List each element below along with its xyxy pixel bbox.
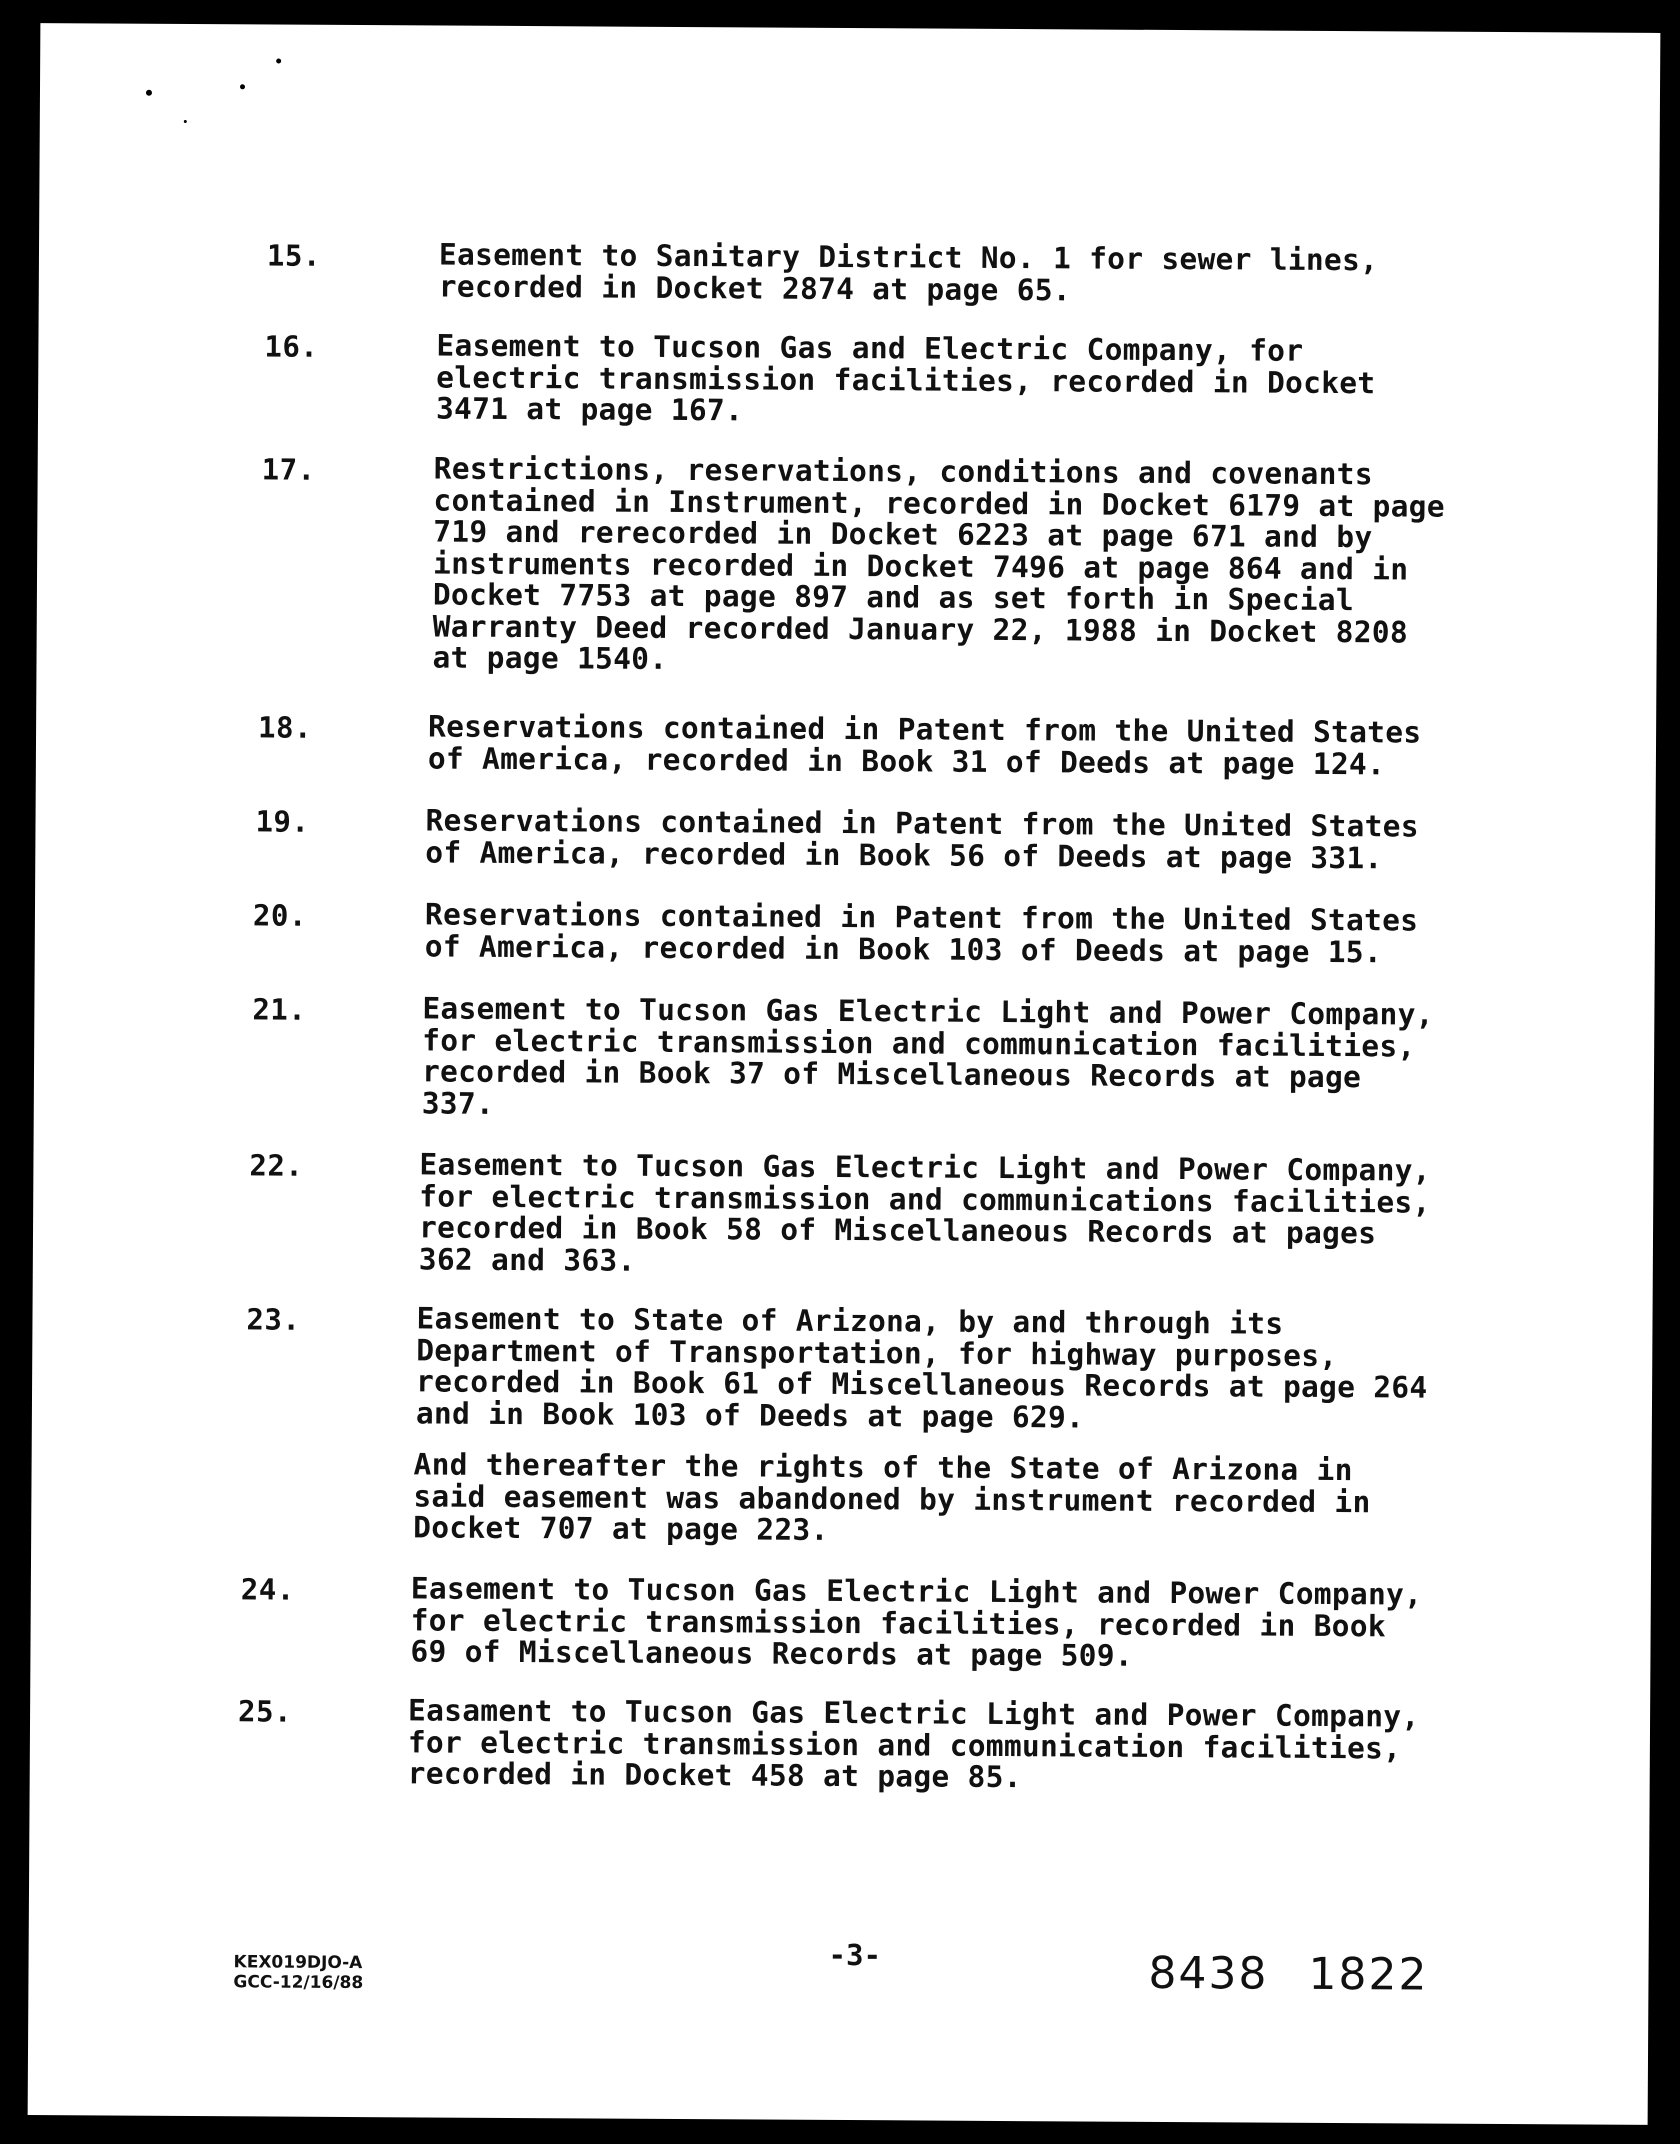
stamp-number-left: 8438 [1148, 1947, 1269, 2000]
stamp-number-right: 1822 [1308, 1948, 1429, 2001]
list-item-19 [36, 803, 1656, 875]
item-number: 17. [261, 452, 316, 487]
scan-speck [146, 90, 152, 96]
item-text: Easement to State of Arizona, by and through its Department of Transportation, for highway purposes, recorded in Book 61 of Miscellaneous Records at page 264 and in Book 103 of Deeds at page 629. [415, 1301, 1428, 1434]
list-item-16 [39, 328, 1659, 428]
scan-speck [240, 84, 245, 89]
item-text: Easement to Tucson Gas Electric Light and Power Company, for electric transmission and communication facilities, recorded in Book 37 of Miscellaneous Records at page 337. [421, 991, 1434, 1121]
item-text: Easement to Tucson Gas Electric Light and Power Company, for electric transmission and communications facilities, recorded in Book 58 of Miscellaneous Records at pages 362 and 363. [418, 1147, 1431, 1278]
item-text: Easament to Tucson Gas Electric Light and Power Company, for electric transmission and communication facilities, recorded in Docket 458 at page 85. [407, 1693, 1420, 1795]
scan-speck [184, 120, 187, 123]
item-number: 25. [237, 1694, 293, 1729]
item-text: Reservations contained in Patent from the United States of America, recorded in Book 31 of Deeds at page 124. [427, 709, 1422, 781]
item-number: 24. [240, 1572, 295, 1607]
item-number: 19. [255, 804, 310, 839]
list-item-21 [34, 991, 1654, 1121]
list-item-15 [39, 237, 1659, 307]
document-stamp [1148, 1948, 1428, 2001]
item-number: 20. [252, 898, 307, 933]
document-code: KEX019DJO-A GCC-12/16/88 [233, 1952, 364, 1994]
list-item-20 [35, 897, 1655, 969]
list-item-17 [38, 451, 1658, 676]
item-text: Easement to Tucson Gas Electric Light and Power Company, for electric transmission facilities, recorded in Book 69 of Miscellaneous Records at page 509. [410, 1571, 1423, 1673]
item-number: 21. [252, 992, 307, 1027]
list-item-22 [34, 1147, 1654, 1278]
list-item-23 [33, 1301, 1653, 1434]
item-text: Easement to Tucson Gas and Electric Company, for electric transmission facilities, recorded in Docket 3471 at page 167. [435, 328, 1376, 428]
list-item-25 [30, 1693, 1650, 1795]
item-number: 23. [246, 1302, 301, 1337]
item-number: 16. [264, 329, 319, 364]
document-page [28, 23, 1661, 2125]
scan-speck [276, 59, 281, 64]
item-number: 18. [258, 710, 313, 745]
list-item-24 [31, 1571, 1651, 1673]
item-text: Restrictions, reservations, conditions and covenants contained in Instrument, recorded in Docket 6179 at page 719 and rerecorded in Docket 6223 at page 671 and by instruments recorded in Docket 7496 at page 864 and in Docket 7753 at page 897 and as set forth in Special Warranty Deed recorded January 22, 1988 in Docket 8208 at page 1540. [432, 451, 1445, 676]
item-number: 15. [266, 238, 321, 273]
item-text: Easement to Sanitary District No. 1 for sewer lines, recorded in Docket 2874 at page 65. [438, 237, 1379, 307]
list-item-23-continuation [32, 1447, 1652, 1547]
item-number: 22. [249, 1148, 304, 1183]
item-text: Reservations contained in Patent from the United States of America, recorded in Book 103 of Deeds at page 15. [424, 897, 1419, 969]
item-text: And thereafter the rights of the State of Arizona in said easement was abandoned by instrument recorded in Docket 707 at page 223. [413, 1447, 1371, 1547]
item-text: Reservations contained in Patent from the United States of America, recorded in Book 56 of Deeds at page 331. [425, 803, 1419, 875]
page-number: -3- [828, 1937, 882, 1973]
list-item-18 [36, 709, 1656, 781]
